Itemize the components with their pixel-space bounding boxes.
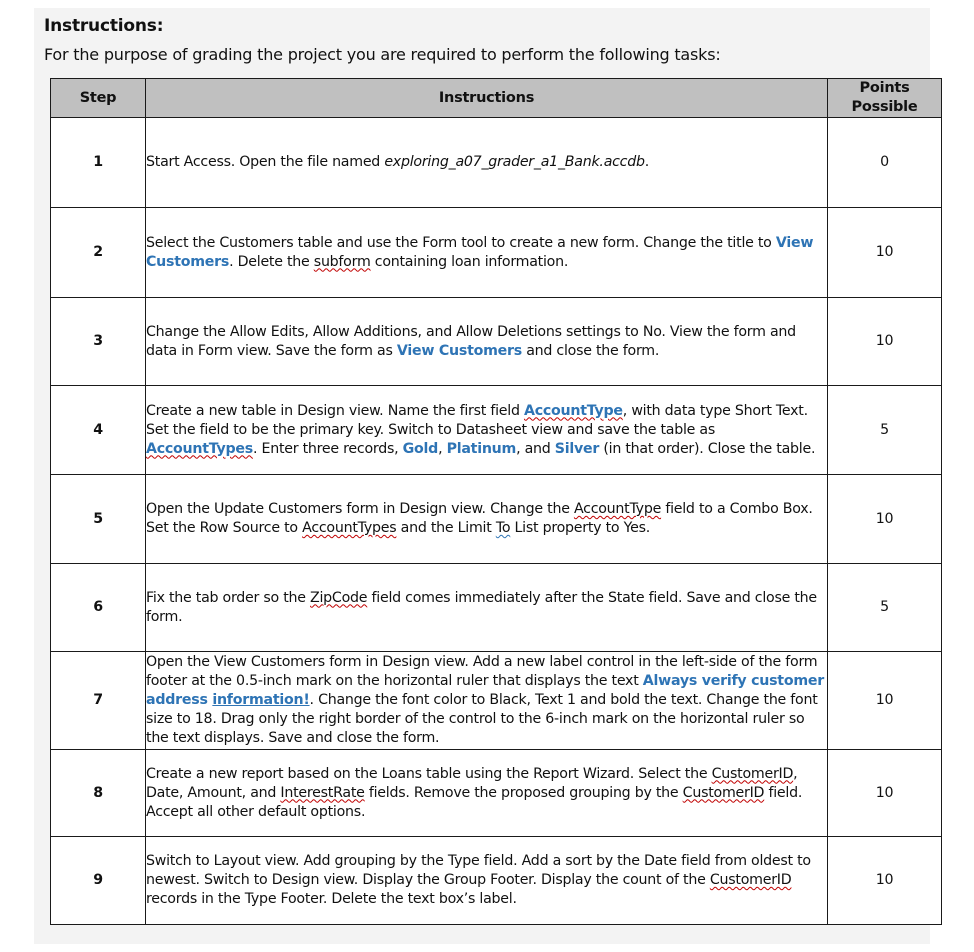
tasks-table [50,78,942,925]
highlight-text: information! [212,692,310,708]
points-value: 10 [828,475,942,564]
instruction-cell [146,652,828,750]
points-value: 10 [828,750,942,837]
header-step: Step [51,79,146,118]
text-segment: records in the Type Footer. Delete the text box’s label. [146,891,517,907]
table-row [51,208,942,298]
record-value: Platinum [446,440,517,457]
step-number: 3 [51,298,146,386]
highlight-text: View Customers [396,342,522,359]
table-header-row [51,79,942,118]
text-segment: Create a new report based on the Loans table using the Report Wizard. Select the [146,765,712,782]
step-number: 6 [51,564,146,652]
text-segment: , [438,440,447,457]
points-value: 0 [828,118,942,208]
step-number: 1 [51,118,146,208]
table-row [51,298,942,386]
text-segment: Select the Customers table and use the Form tool to create a new form. Change the title to [146,234,776,251]
table-row [51,386,942,475]
table-row [51,750,942,837]
text-segment: field comes immediately after the State field. Save and close the form. [146,589,817,625]
table-row [51,475,942,564]
text-segment: (in that order). Close the table. [599,440,816,457]
file-name: exploring_a07_grader_a1_Bank.accdb [384,154,645,170]
text-segment: . Change the font color to Black, Text 1 and bold the text. Change the font size to 18. Drag only the right border of the control to the 6-inch mark on the horizontal ruler so the text displays. Save and close the form. [146,692,818,746]
text-segment: , with data type Short Text. Set the field to be the primary key. Switch to Datasheet view and save the table as [146,402,808,438]
step-number: 9 [51,837,146,925]
step-number: 8 [51,750,146,837]
text-segment: field. Accept all other default options. [146,784,803,820]
points-value: 10 [828,652,942,750]
text-segment: . Delete the [229,253,314,270]
points-value: 10 [828,208,942,298]
text-segment: Open the Update Customers form in Design view. Change the [146,501,574,517]
text-segment: , and [516,440,555,457]
text-segment: Open the View Customers form in Design view. Add a new label control in the left-side of the form footer at the 0.5-inch mark on the horizontal ruler that displays the text [146,654,818,689]
step-number: 5 [51,475,146,564]
record-value: Silver [554,440,600,457]
table-name: AccountTypes [146,440,253,457]
points-value: 5 [828,564,942,652]
spellcheck-word: InterestRate [280,784,365,801]
text-segment: List property to Yes. [510,520,650,536]
instruction-cell [146,298,828,386]
table-row [51,652,942,750]
field-name: AccountType [523,402,623,419]
instruction-cell [146,475,828,564]
text-segment: Create a new table in Design view. Name the first field [146,402,524,419]
intro-text: For the purpose of grading the project you are required to perform the following tasks: [44,45,721,64]
instruction-cell [146,837,828,925]
spellcheck-word: subform [313,253,371,270]
spellcheck-word: AccountType [573,501,662,517]
instruction-cell [146,564,828,652]
instructions-heading: Instructions: [44,16,164,36]
instruction-cell [146,386,828,475]
table-row [51,837,942,925]
instruction-cell [146,118,828,208]
text-segment: , Date, Amount, and [146,765,798,801]
record-value: Gold [402,440,439,457]
text-segment: . [644,154,650,170]
header-points: Points Possible [828,79,942,118]
text-segment: containing loan information. [370,253,569,270]
table-row [51,564,942,652]
step-number: 2 [51,208,146,298]
text-segment: and close the form. [521,342,660,359]
spellcheck-word: CustomerID [709,872,792,888]
step-number: 4 [51,386,146,475]
spellcheck-word: AccountTypes [302,520,397,536]
step-number: 7 [51,652,146,750]
text-segment: Fix the tab order so the [146,589,311,606]
points-value: 10 [828,837,942,925]
text-segment: field to a Combo Box. Set the Row Source to [146,501,813,536]
points-value: 10 [828,298,942,386]
spellcheck-word: CustomerID [682,784,765,801]
highlight-text: Always verify customer address [146,673,824,708]
instruction-cell [146,208,828,298]
grammar-word: To [495,520,511,536]
text-segment: Change the Allow Edits, Allow Additions, and Allow Deletions settings to No. View the form and data in Form view. Save the form as [146,323,796,359]
table-row [51,118,942,208]
text-segment: fields. Remove the proposed grouping by the [364,784,683,801]
highlight-text: View Customers [146,234,814,270]
spellcheck-word: CustomerID [711,765,794,782]
text-segment: Switch to Layout view. Add grouping by the Type field. Add a sort by the Date field from oldest to newest. Switch to Design view. Display the Group Footer. Display the count of the [146,853,811,888]
points-value: 5 [828,386,942,475]
instruction-cell [146,750,828,837]
text-segment: and the Limit [396,520,496,536]
text-segment: . Enter three records, [253,440,403,457]
spellcheck-word: ZipCode [310,589,368,606]
header-instructions: Instructions [146,79,828,118]
text-segment: Start Access. Open the file named [146,154,385,170]
